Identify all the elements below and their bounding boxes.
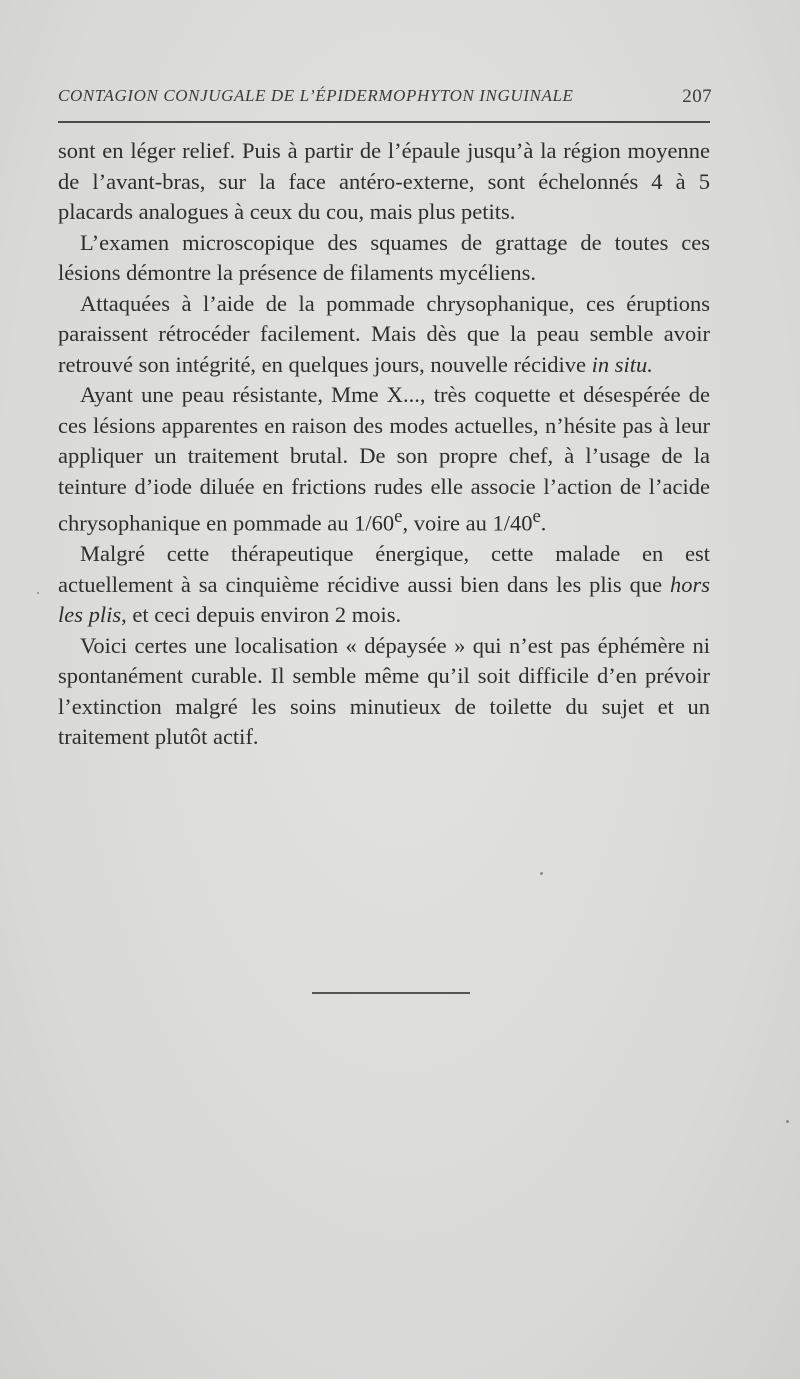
italic-text: hors les plis — [58, 571, 711, 627]
paragraph-text: . — [540, 510, 547, 536]
running-title: CONTAGION CONJUGALE DE L’ÉPIDERMOPHYTON INGUINALE — [58, 86, 574, 105]
paper-speck — [540, 872, 543, 875]
paragraph — [58, 289, 710, 381]
paragraph — [58, 539, 710, 631]
body-text — [58, 136, 710, 753]
paragraph-text: Ayant une peau résistante, Mme X..., très coquette et désespérée de ces lésions apparentes en raison des modes actuelles, n’hésite pas à leur appliquer un traitement brutal. De son propre chef, à l’usage de la teinture d’iode diluée en frictions rudes elle associe l’action de l’acide chrysophanique en pommade au 1/60 — [58, 382, 710, 536]
header-rule — [58, 121, 710, 123]
superscript: e — [532, 506, 541, 527]
paragraph — [58, 228, 710, 289]
paragraph — [58, 631, 710, 753]
page-number: 207 — [682, 86, 712, 107]
running-head — [58, 86, 712, 112]
italic-text: in situ. — [591, 351, 653, 377]
paragraph-text: , voire au 1/40 — [402, 510, 533, 536]
paper-speck — [37, 592, 39, 594]
superscript: e — [394, 506, 403, 527]
paragraph-text: L’examen microscopique des squames de grattage de toutes ces lésions démontre la présence de filaments mycéliens. — [58, 229, 710, 285]
paragraph-text: Voici certes une localisation « dépaysée » qui n’est pas éphémère ni spontanément curable. Il semble même qu’il soit difficile d’en prévoir l’extinction malgré les soins minutieux de toilette du sujet et un traitement plutôt actif. — [58, 632, 710, 749]
paragraph-text: sont en léger relief. Puis à partir de l’épaule jusqu’à la région moyenne de l’avant-bras, sur la face antéro-externe, sont échelonnés 4 à 5 placards analogues à ceux du cou, mais plus petits. — [58, 138, 710, 224]
paragraph-text: Attaquées à l’aide de la pommade chrysophanique, ces éruptions paraissent rétrocéder facilement. Mais dès que la peau semble avoir retrouvé son intégrité, en quelques jours, nouvelle récidive — [58, 290, 710, 377]
paper-speck — [786, 1120, 789, 1123]
end-rule — [312, 992, 470, 994]
paragraph — [58, 136, 710, 228]
paragraph — [58, 380, 710, 539]
paragraph-text: , et ceci depuis environ 2 mois. — [121, 602, 402, 627]
paragraph-text: Malgré cette thérapeutique énergique, cette malade en est actuellement à sa cinquième récidive aussi bien dans les plis que — [58, 541, 710, 597]
